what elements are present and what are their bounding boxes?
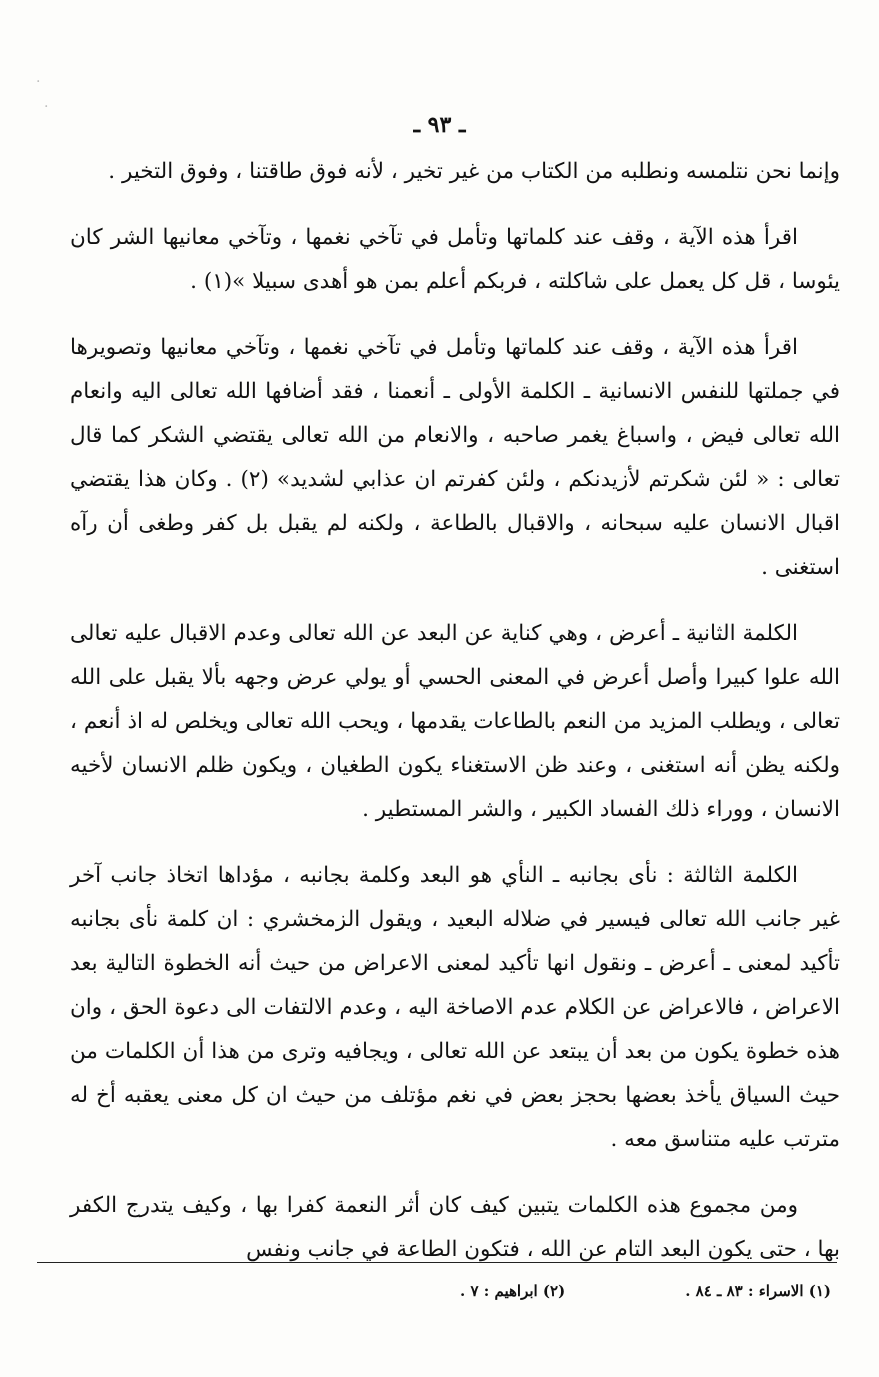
scan-speck: . (36, 70, 41, 86)
paragraph-1: وإنما نحن نتلمسه ونطلبه من الكتاب من غير تخير ، لأنه فوق طاقتنا ، وفوق التخير . (108, 159, 840, 184)
scan-speck: . (44, 95, 49, 111)
footnote-1: (١) الاسراء : ٨٣ ـ ٨٤ . (685, 1282, 831, 1300)
paragraph-5: الكلمة الثالثة : نأى بجانبه ـ النأي هو البعد وكلمة بجانبه ، مؤداها اتخاذ جانب آخر غير جانب الله تعالى فيسير في ضلاله البعيد ، ويقول الزمخشري : ان كلمة نأى بجانبه تأكيد لمعنى ـ أعرض ـ ونقول انها تأكيد لمعنى الاعراض من حيث أنه الخطوة التالية بعد الاعراض ، فالاعراض عن الكلام عدم الاصاخة اليه ، وعدم الالتفات الى دعوة الحق ، وان هذه خطوة يكون من بعد أن يبتعد عن الله تعالى ، ويجافيه وترى من هذا أن الكلمات من حيث السياق يأخذ بعضها بحجز بعض في نغم مؤتلف من حيث ان كل معنى يعقبه أخ له مترتب عليه متناسق معه . (70, 863, 840, 1152)
page-number: ـ ٩٣ ـ (413, 112, 466, 138)
footnotes (51, 1282, 831, 1300)
paragraph-3: اقرأ هذه الآية ، وقف عند كلماتها وتأمل في تآخي نغمها ، وتآخي معانيها وتصويرها في جملتها للنفس الانسانية ـ الكلمة الأولى ـ أنعمنا ، فقد أضافها الله تعالى اليه وانعام الله تعالى فيض ، واسباغ يغمر صاحبه ، والانعام من الله تعالى يقتضي الشكر كما قال تعالى : « لئن شكرتم لأزيدنكم ، ولئن كفرتم ان عذابي لشديد» (٢) . وكان هذا يقتضي اقبال الانسان عليه سبحانه ، والاقبال بالطاعة ، ولكنه لم يقبل بل كفر وطغى أن رآه استغنى . (70, 335, 840, 580)
footnote-divider (37, 1262, 837, 1263)
footnote-2: (٢) ابراهيم : ٧ . (459, 1282, 566, 1300)
paragraph-2: اقرأ هذه الآية ، وقف عند كلماتها وتأمل في تآخي نغمها ، وتآخي معانيها الشر كان يئوسا ، قل كل يعمل على شاكلته ، فربكم أعلم بمن هو أهدى سبيلا »(١) . (70, 225, 840, 294)
paragraph-6: ومن مجموع هذه الكلمات يتبين كيف كان أثر النعمة كفرا بها ، وكيف يتدرج الكفر بها ، حتى يكون البعد التام عن الله ، فتكون الطاعة في جانب ونفس (70, 1193, 840, 1262)
paragraph-4: الكلمة الثانية ـ أعرض ، وهي كناية عن البعد عن الله تعالى وعدم الاقبال عليه تعالى الله علوا كبيرا وأصل أعرض في المعنى الحسي أو يولي عرض وجهه بألا يقبل على الله تعالى ، ويطلب المزيد من النعم بالطاعات يقدمها ، ويحب الله تعالى ويخلص له اذ أنعم ، ولكنه يظن أنه استغنى ، وعند ظن الاستغناء يكون الطغيان ، ويكون ظلم الانسان لأخيه الانسان ، ووراء ذلك الفساد الكبير ، والشر المستطير . (70, 621, 840, 822)
main-text (70, 150, 840, 1294)
